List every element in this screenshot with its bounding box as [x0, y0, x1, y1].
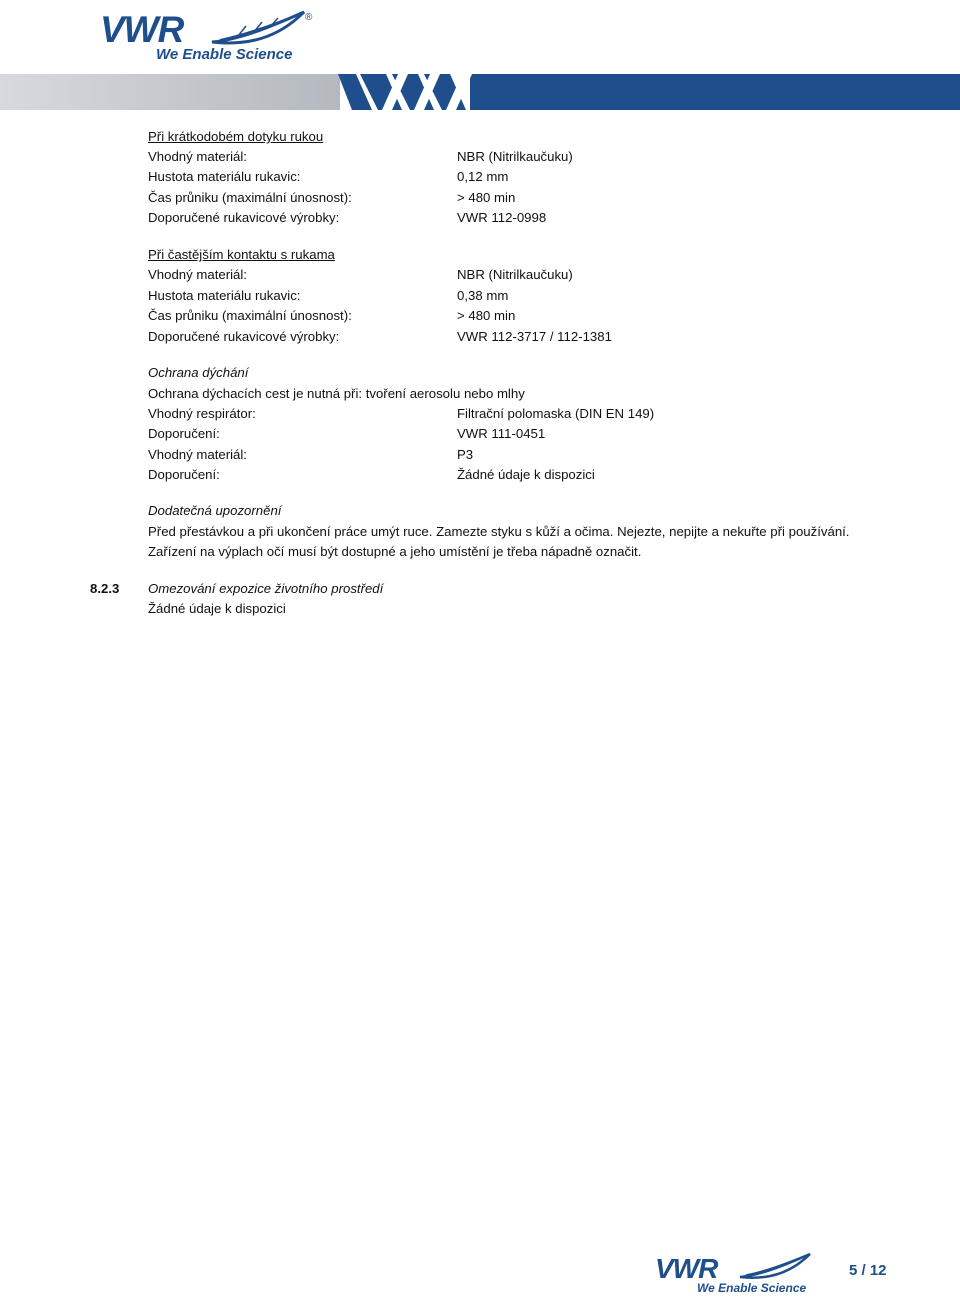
section-title-notes: Dodatečná upozornění — [148, 503, 282, 518]
breathing-intro: Ochrana dýchacích cest je nutná při: tvoření aerosolu nebo mlhy — [148, 386, 525, 401]
environment-value: Žádné údaje k dispozici — [148, 601, 286, 616]
row-value: 0,38 mm — [457, 288, 509, 303]
row-value: > 480 min — [457, 308, 516, 323]
section-title-frequent-contact: Při častějším kontaktu s rukama — [148, 247, 335, 262]
section-title-short-contact: Při krátkodobém dotyku rukou — [148, 129, 324, 144]
logo-registered: ® — [305, 12, 313, 23]
header-band — [0, 74, 960, 110]
row-value: Filtrační polomaska (DIN EN 149) — [457, 406, 655, 421]
row-value: 0,12 mm — [457, 169, 509, 184]
row-value: Žádné údaje k dispozici — [457, 467, 595, 482]
vwr-logo-footer — [655, 1252, 815, 1296]
row-label: Doporučení: — [148, 467, 220, 482]
row-label: Vhodný materiál: — [148, 447, 247, 462]
leaf-swoosh-icon — [208, 10, 308, 46]
page-number: 5 / 12 — [849, 1262, 887, 1279]
logo-tagline: We Enable Science — [156, 46, 293, 63]
row-value: VWR 112-3717 / 112-1381 — [457, 329, 612, 344]
row-label: Hustota materiálu rukavic: — [148, 169, 301, 184]
row-value: VWR 112-0998 — [457, 210, 547, 225]
row-value: > 480 min — [457, 190, 516, 205]
section-number: 8.2.3 — [90, 581, 120, 596]
row-label: Vhodný materiál: — [148, 149, 247, 164]
section-title-breathing: Ochrana dýchání — [148, 365, 249, 380]
row-value: VWR 111-0451 — [457, 426, 546, 441]
section-title-environment: Omezování expozice životního prostředí — [148, 581, 384, 596]
row-label: Vhodný materiál: — [148, 267, 247, 282]
leaf-swoosh-icon — [737, 1252, 813, 1280]
row-label: Hustota materiálu rukavic: — [148, 288, 301, 303]
row-label: Doporučené rukavicové výrobky: — [148, 210, 340, 225]
logo-brand: VWR — [100, 9, 184, 50]
row-value: NBR (Nitrilkaučuku) — [457, 267, 573, 282]
logo-tagline: We Enable Science — [697, 1281, 807, 1295]
notes-line-2: Zařízení na výplach očí musí být dostupné a jeho umístění je třeba nápadně označit. — [148, 544, 642, 559]
row-label: Doporučení: — [148, 426, 220, 441]
logo-brand: VWR — [655, 1253, 718, 1284]
notes-line-1: Před přestávkou a při ukončení práce umýt ruce. Zamezte styku s kůží a očima. Nejezte, nepijte a nekuřte při používání. — [148, 524, 850, 539]
row-label: Čas průniku (maximální únosnost): — [148, 308, 352, 323]
row-value: NBR (Nitrilkaučuku) — [457, 149, 573, 164]
row-value: P3 — [457, 447, 474, 462]
row-label: Vhodný respirátor: — [148, 406, 256, 421]
vwr-logo — [100, 8, 314, 64]
row-label: Čas průniku (maximální únosnost): — [148, 190, 352, 205]
row-label: Doporučené rukavicové výrobky: — [148, 329, 340, 344]
